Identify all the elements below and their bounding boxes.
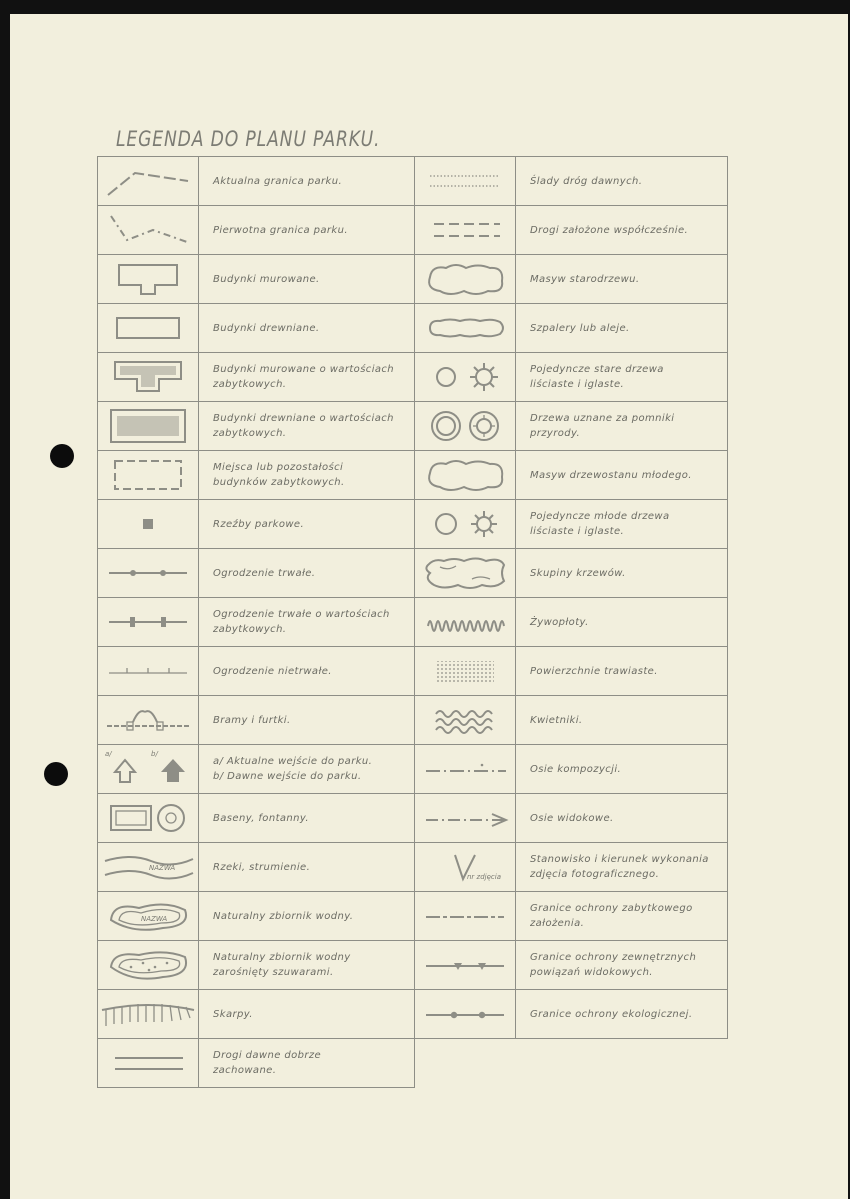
legend-label: liściaste i iglaste.: [530, 526, 625, 537]
gates-icon: [103, 700, 193, 740]
brick-building-icon: [103, 259, 193, 299]
legend-row: [415, 353, 728, 402]
photo-number-label: nr zdjęcia: [467, 873, 501, 881]
legend-label: Masyw drzewostanu młodego.: [530, 469, 692, 481]
legend-label: Granice ochrony zewnętrznych: [530, 952, 697, 963]
legend-row: [415, 941, 728, 990]
sculpture-icon: [103, 504, 193, 544]
modern-roads-icon: [420, 210, 510, 250]
legend-label: zdjęcia fotograficznego.: [530, 869, 660, 880]
legend-row: [415, 500, 728, 549]
legend-row: [415, 255, 728, 304]
shrub-groups-icon: [420, 553, 510, 593]
legend-label: Masyw starodrzewu.: [530, 273, 640, 285]
legend-label: Pojedyncze stare drzewa: [530, 364, 664, 375]
pool-fountain-icon: [103, 798, 193, 838]
legend-label: a/ Aktualne wejście do parku.: [213, 756, 373, 767]
legend-row: [415, 843, 728, 892]
legend-label: Skupiny krzewów.: [530, 567, 626, 579]
nature-monument-icon: [420, 406, 510, 446]
view-protection-icon: [420, 945, 510, 985]
legend-row: [98, 353, 415, 402]
legend-label: Granice ochrony zabytkowego: [530, 903, 693, 914]
legend-row: [415, 794, 728, 843]
historic-fence-icon: [103, 602, 193, 642]
entrance-label-a: a/: [105, 750, 112, 758]
legend-label: Skarpy.: [213, 1008, 253, 1020]
legend-label: zabytkowych.: [213, 428, 287, 439]
view-axis-icon: [420, 798, 510, 838]
legend-label: Budynki murowane.: [213, 273, 320, 285]
current-boundary-icon: [103, 161, 193, 201]
river-name-label: NAZWA: [149, 864, 176, 872]
natural-pond-icon: [103, 896, 193, 936]
legend-label: Osie widokowe.: [530, 812, 614, 824]
legend-label: zabytkowych.: [213, 379, 287, 390]
legend-label: Ślady dróg dawnych.: [530, 175, 643, 187]
hedge-icon: [420, 602, 510, 642]
legend-label: Granice ochrony ekologicznej.: [530, 1008, 693, 1020]
legend-label: Pierwotna granica parku.: [213, 224, 348, 236]
heritage-protection-icon: [420, 896, 510, 936]
legend-row: [415, 990, 728, 1039]
photo-point-icon: [417, 847, 513, 887]
legend-row: [98, 451, 415, 500]
legend-label: Aktualna granica parku.: [213, 175, 343, 187]
legend-label: Rzeki, strumienie.: [213, 861, 311, 873]
tree-row-icon: [420, 308, 510, 348]
legend-label: Ogrodzenie trwałe o wartościach: [213, 609, 390, 620]
legend-label: Osie kompozycji.: [530, 763, 622, 775]
legend-label: Drogi dawne dobrze: [213, 1050, 322, 1061]
legend-row: [415, 451, 728, 500]
legend-row: [415, 304, 728, 353]
legend-label: Bramy i furtki.: [213, 714, 291, 726]
legend-label: zabytkowych.: [213, 624, 287, 635]
legend-label: Drzewa uznane za pomniki: [530, 413, 675, 424]
legend-label: Kwietniki.: [530, 714, 583, 726]
wooden-building-icon: [103, 308, 193, 348]
legend-label: Baseny, fontanny.: [213, 812, 310, 824]
legend-row: [98, 892, 415, 941]
legend-row: [98, 843, 415, 892]
legend-row: [98, 990, 415, 1039]
legend-label: budynków zabytkowych.: [213, 477, 345, 488]
legend-row: [415, 549, 728, 598]
composition-axis-icon: [420, 749, 510, 789]
legend-label: przyrody.: [530, 428, 581, 439]
legend-row: [415, 157, 728, 206]
permanent-fence-icon: [103, 553, 193, 593]
legend-label: powiązań widokowych.: [530, 967, 653, 978]
legend-row: [98, 696, 415, 745]
legend-label: Budynki drewniane.: [213, 322, 320, 334]
legend-label: Żywopłoty.: [530, 616, 589, 628]
punch-hole-bottom: [44, 762, 68, 786]
legend-row: [98, 647, 415, 696]
legend-label: Szpalery lub aleje.: [530, 322, 630, 334]
punch-hole-top: [50, 444, 74, 468]
single-young-trees-icon: [420, 504, 510, 544]
legend-label: Ogrodzenie nietrwałe.: [213, 665, 332, 677]
old-road-traces-icon: [420, 161, 510, 201]
lawn-icon: [420, 651, 510, 691]
legend-label: Pojedyncze młode drzewa: [530, 511, 670, 522]
single-old-trees-icon: [420, 357, 510, 397]
overgrown-pond-icon: [103, 945, 193, 985]
embankment-icon: [100, 994, 196, 1034]
legend-row: [98, 794, 415, 843]
historic-wooden-building-icon: [103, 406, 193, 446]
building-remains-icon: [103, 455, 193, 495]
legend-row: [98, 598, 415, 647]
legend-row: [415, 647, 728, 696]
legend-row: [415, 598, 728, 647]
legend-label: Naturalny zbiornik wodny.: [213, 910, 354, 922]
legend-row: [98, 206, 415, 255]
legend-label: Powierzchnie trawiaste.: [530, 665, 658, 677]
ecological-protection-icon: [420, 994, 510, 1034]
page-title: LEGENDA DO PLANU PARKU.: [116, 127, 381, 151]
legend-label: liściaste i iglaste.: [530, 379, 625, 390]
legend-row: [415, 402, 728, 451]
legend-table-right: [414, 156, 728, 1039]
entrance-label-b: b/: [151, 750, 158, 758]
legend-row: [98, 402, 415, 451]
legend-row: [98, 549, 415, 598]
old-tree-mass-icon: [420, 259, 510, 299]
original-boundary-icon: [103, 210, 193, 250]
legend-label: Budynki drewniane o wartościach: [213, 413, 394, 424]
legend-table-left: [97, 156, 415, 1088]
temporary-fence-icon: [103, 651, 193, 691]
historic-brick-building-icon: [103, 357, 193, 397]
legend-row: [415, 745, 728, 794]
legend-row: [98, 745, 415, 794]
legend-row: [98, 304, 415, 353]
legend-label: zarośnięty szuwarami.: [213, 967, 334, 978]
old-roads-icon: [103, 1043, 193, 1083]
legend-row: [415, 892, 728, 941]
legend-row: [415, 206, 728, 255]
young-stand-icon: [420, 455, 510, 495]
legend-label: Stanowisko i kierunek wykonania: [530, 854, 709, 865]
legend-label: Budynki murowane o wartościach: [213, 364, 395, 375]
pond-name-label: NAZWA: [141, 915, 168, 923]
legend-row: [98, 941, 415, 990]
legend-label: Rzeźby parkowe.: [213, 518, 305, 530]
flowerbed-icon: [420, 700, 510, 740]
legend-row: [98, 255, 415, 304]
legend-label: Drogi założone współcześnie.: [530, 224, 689, 236]
legend-row: [98, 500, 415, 549]
river-icon: [101, 847, 195, 887]
entrance-arrows-icon: [103, 746, 193, 792]
legend-label: Naturalny zbiornik wodny: [213, 952, 351, 963]
legend-label: Miejsca lub pozostałości: [213, 462, 344, 473]
legend-label: zachowane.: [213, 1065, 277, 1076]
legend-row: [415, 696, 728, 745]
legend-label: b/ Dawne wejście do parku.: [213, 771, 362, 782]
legend-row: [98, 157, 415, 206]
legend-label: Ogrodzenie trwałe.: [213, 567, 316, 579]
legend-row: [98, 1039, 415, 1088]
legend-label: założenia.: [530, 918, 585, 929]
